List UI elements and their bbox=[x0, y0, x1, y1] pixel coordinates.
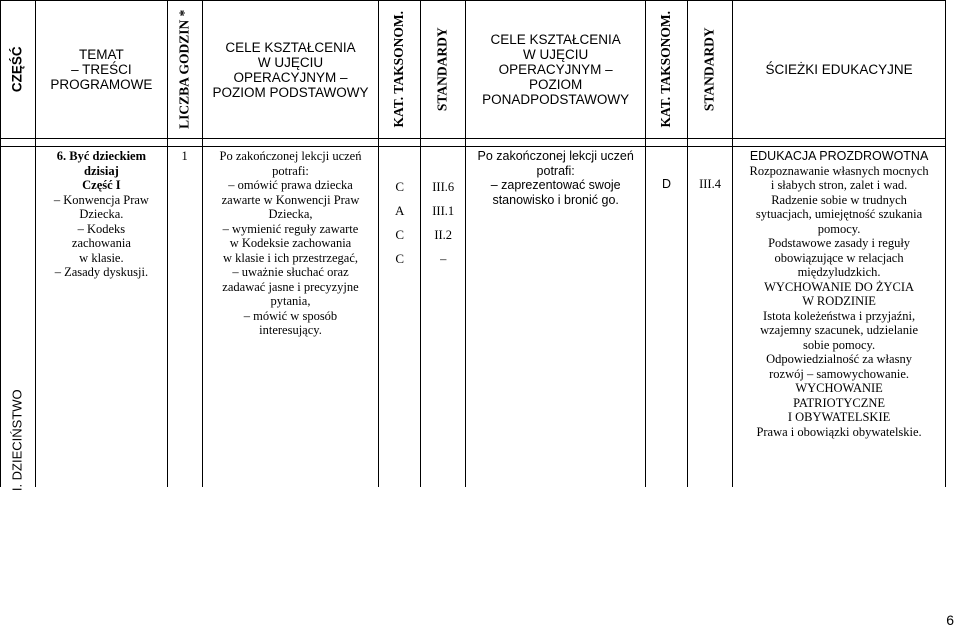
cell-cele-ponadpodstawowy bbox=[466, 147, 646, 488]
header-liczba-godzin bbox=[167, 1, 202, 139]
temat-line: Część I bbox=[82, 178, 121, 192]
standard-value: – bbox=[440, 252, 447, 266]
standard-value: III.6 bbox=[432, 180, 455, 194]
cele-line: – omówić prawa dziecka bbox=[228, 178, 353, 192]
temat-line: 6. Być dzieckiem bbox=[56, 149, 146, 163]
sciezki-line: Prawa i obowiązki obywatelskie. bbox=[756, 424, 922, 439]
header-cele-line: PONADPODSTAWOWY bbox=[482, 92, 630, 107]
cele-line: potrafi: bbox=[272, 163, 309, 178]
header-kat-taksonom-1 bbox=[379, 1, 421, 139]
cele-line: pytania, bbox=[270, 294, 311, 308]
cele-line: Po zakończonej lekcji uczeń bbox=[219, 149, 362, 163]
header-cele-ponadpodstawowy bbox=[466, 1, 646, 139]
temat-line: – Zasady dyskusji. bbox=[54, 265, 149, 279]
header-standardy-2 bbox=[687, 1, 732, 139]
page-number: 6 bbox=[946, 612, 954, 628]
header-cele-podstawowy bbox=[202, 1, 378, 139]
header-liczba-godzin-label: LICZBA GODZIN * bbox=[176, 9, 192, 130]
temat-line: – Kodeks bbox=[77, 221, 126, 236]
sciezki-line: W RODZINIE bbox=[802, 294, 876, 308]
sciezki-line: pomocy. bbox=[817, 221, 861, 236]
standard-value: III.1 bbox=[432, 204, 455, 218]
lesson-row bbox=[1, 147, 946, 488]
temat-line: w klasie. bbox=[79, 250, 124, 265]
cell-czesc bbox=[1, 147, 36, 491]
sciezki-line: PATRIOTYCZNE bbox=[793, 395, 886, 410]
sciezki-line: sytuacjach, umiejętność szukania bbox=[755, 207, 923, 221]
header-kat-taksonom-2 bbox=[646, 1, 688, 139]
kat-value: C bbox=[395, 179, 404, 194]
czesc-label: I. DZIECIŃSTWO bbox=[9, 388, 25, 491]
sciezki-line: Radzenie sobie w trudnych bbox=[771, 192, 907, 207]
header-temat-line: TEMAT bbox=[79, 47, 124, 62]
header-standardy-1 bbox=[421, 1, 466, 139]
temat-line: Dziecka. bbox=[79, 207, 124, 221]
cele-line: interesujący. bbox=[259, 323, 322, 337]
cele-line: Dziecka, bbox=[268, 207, 313, 221]
header-temat-line: PROGRAMOWE bbox=[50, 77, 153, 92]
cell-sciezki bbox=[733, 147, 946, 488]
cele-line: – uważnie słuchać oraz bbox=[232, 265, 349, 279]
cele-line: – mówić w sposób bbox=[243, 308, 338, 323]
sciezki-line: i słabych stron, zalet i wad. bbox=[770, 178, 908, 192]
sciezki-line: sobie pomocy. bbox=[803, 337, 876, 352]
header-kat-taksonom-label: KAT. TAKSONOM. bbox=[391, 11, 407, 128]
sciezki-line: Rozpoznawanie własnych mocnych bbox=[749, 163, 929, 178]
header-temat-line: – TREŚCI bbox=[71, 62, 132, 77]
kat-value: C bbox=[395, 227, 404, 242]
sciezki-line: Podstawowe zasady i reguły bbox=[768, 236, 911, 250]
cele-line: w klasie i ich przestrzegać, bbox=[222, 250, 358, 265]
cele-line: Po zakończonej lekcji uczeń bbox=[477, 149, 634, 163]
cele-line: zadawać jasne i precyzyjne bbox=[222, 279, 359, 294]
sciezki-line: obowiązujące w relacjach bbox=[774, 250, 904, 265]
sciezki-line: Odpowiedzialność za własny bbox=[766, 352, 912, 366]
cele-line: – zaprezentować swoje bbox=[490, 178, 621, 192]
header-cele-line: POZIOM bbox=[529, 77, 583, 92]
sciezki-line: WYCHOWANIE bbox=[795, 381, 883, 395]
header-cele-line: OPERACYJNYM – bbox=[498, 62, 613, 77]
header-cele-line: CELE KSZTAŁCENIA bbox=[225, 39, 356, 55]
kat-value: D bbox=[661, 177, 671, 191]
cele-line: potrafi: bbox=[536, 163, 575, 178]
cell-std-ponadpodstawowy bbox=[687, 147, 732, 488]
temat-line: dzisiaj bbox=[84, 163, 119, 178]
cell-godziny bbox=[167, 147, 202, 488]
header-temat bbox=[36, 1, 167, 139]
cell-std-podstawowy bbox=[421, 147, 466, 488]
header-czesc bbox=[1, 1, 36, 139]
header-kat-taksonom-label: KAT. TAKSONOM. bbox=[658, 11, 674, 128]
header-sciezki bbox=[733, 1, 946, 139]
cell-kat-podstawowy bbox=[379, 147, 421, 488]
cell-temat bbox=[36, 147, 167, 488]
cele-line: stanowisko i bronić go. bbox=[492, 192, 619, 207]
cele-line: zawarte w Konwencji Praw bbox=[221, 192, 360, 207]
sciezki-line: Istota koleżeństwa i przyjaźni, bbox=[763, 308, 916, 323]
temat-line: – Konwencja Praw bbox=[53, 192, 149, 207]
sciezki-line: rozwój – samowychowanie. bbox=[769, 366, 910, 381]
header-standardy-label: STANDARDY bbox=[701, 27, 717, 112]
temat-line: zachowania bbox=[71, 236, 131, 250]
header-cele-line: POZIOM PODSTAWOWY bbox=[212, 84, 369, 100]
spacer-row bbox=[1, 139, 946, 147]
header-cele-line: CELE KSZTAŁCENIA bbox=[490, 32, 621, 47]
sciezki-line: międzyludzkich. bbox=[797, 265, 881, 279]
header-cele-line: W UJĘCIU bbox=[257, 54, 324, 70]
header-cele-line: OPERACYJNYM – bbox=[233, 69, 348, 85]
kat-value: A bbox=[394, 203, 405, 218]
header-row bbox=[1, 1, 946, 139]
sciezki-line: EDUKACJA PROZDROWOTNA bbox=[749, 149, 929, 163]
header-sciezki-label: ŚCIEŻKI EDUKACYJNE bbox=[765, 62, 913, 77]
cell-kat-ponadpodstawowy bbox=[646, 147, 688, 488]
cell-cele-podstawowy bbox=[202, 147, 378, 488]
cele-line: w Kodeksie zachowania bbox=[229, 236, 352, 250]
godziny-value: 1 bbox=[181, 149, 188, 163]
cele-line: – wymienić reguły zawarte bbox=[222, 221, 359, 236]
sciezki-line: WYCHOWANIE DO ŻYCIA bbox=[764, 279, 915, 294]
header-cele-line: W UJĘCIU bbox=[523, 47, 589, 62]
header-standardy-label: STANDARDY bbox=[434, 27, 450, 112]
standard-value: III.4 bbox=[699, 177, 721, 191]
standard-value: II.2 bbox=[434, 228, 453, 242]
kat-value: C bbox=[395, 251, 404, 266]
sciezki-line: I OBYWATELSKIE bbox=[787, 410, 891, 424]
header-czesc-label: CZĘŚĆ bbox=[9, 46, 25, 93]
sciezki-line: wzajemny szacunek, udzielanie bbox=[760, 323, 919, 337]
